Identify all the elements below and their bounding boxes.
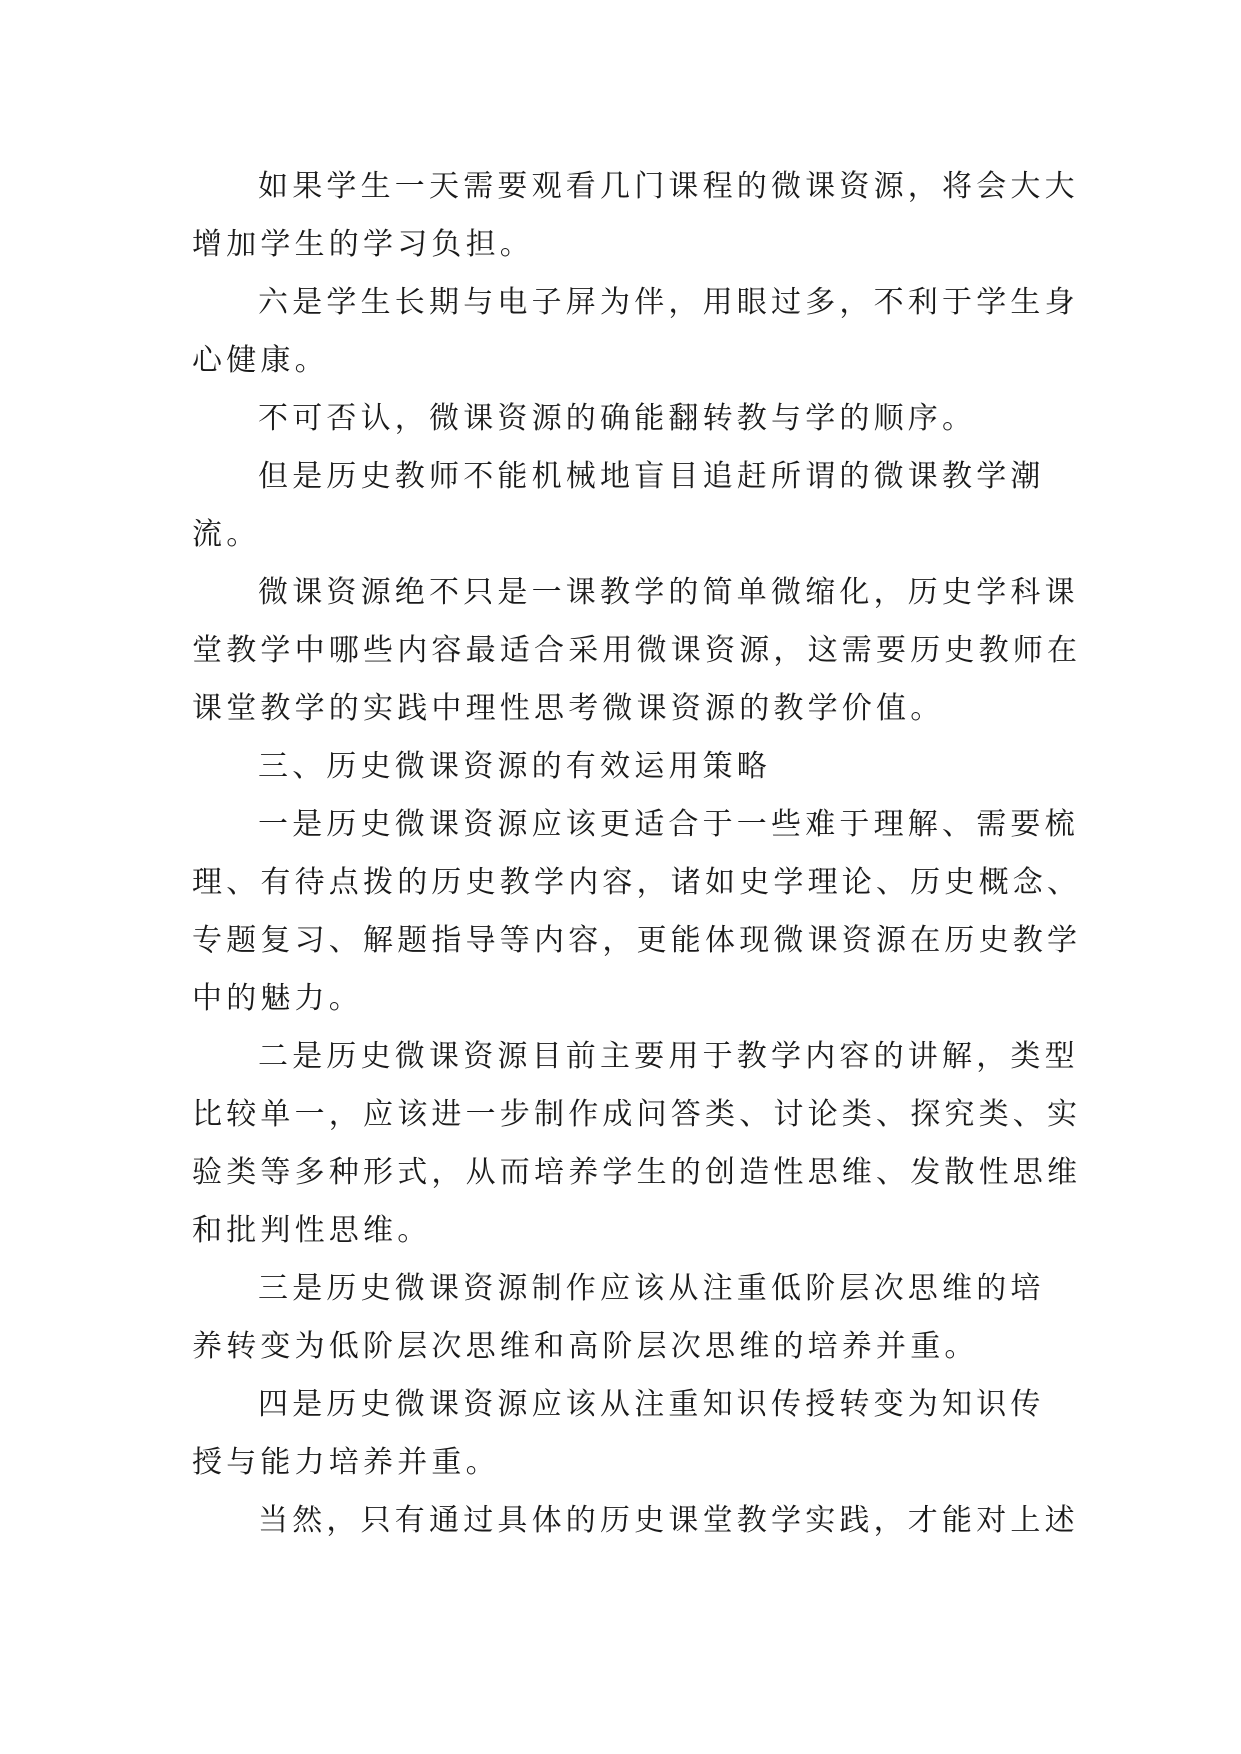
paragraph-course-burden: [192, 158, 1079, 274]
text-line: 六是学生长期与电子屏为伴，用眼过多，不利于学生身: [258, 285, 1079, 320]
text-line: 三、历史微课资源的有效运用策略: [258, 749, 771, 784]
text-line: 二是历史微课资源目前主要用于教学内容的讲解，类型: [258, 1039, 1079, 1074]
text-line: 当然，只有通过具体的历史课堂教学实践，才能对上述: [258, 1503, 1079, 1538]
paragraph-not-blindly-follow: [192, 448, 1072, 564]
paragraph-not-simple-miniature: [192, 564, 1082, 738]
text-line: 课堂教学的实践中理性思考微课资源的教学价值。: [192, 691, 945, 726]
text-line: 一是历史微课资源应该更适合于一些难于理解、需要梳: [258, 807, 1079, 842]
paragraph-strategy-three: [192, 1260, 1072, 1376]
paragraph-conclusion: [192, 1492, 1079, 1550]
text-line: 理、有待点拨的历史教学内容，诸如史学理论、历史概念、: [192, 865, 1082, 900]
text-line: 增加学生的学习负担。: [192, 227, 534, 262]
text-line: 三是历史微课资源制作应该从注重低阶层次思维的培: [258, 1271, 1045, 1306]
text-line: 比较单一，应该进一步制作成问答类、讨论类、探究类、实: [192, 1097, 1082, 1132]
text-line: 但是历史教师不能机械地盲目追赶所谓的微课教学潮: [258, 459, 1045, 494]
text-line: 微课资源绝不只是一课教学的简单微缩化，历史学科课: [258, 575, 1079, 610]
paragraph-strategy-two: [192, 1028, 1082, 1260]
text-line: 验类等多种形式，从而培养学生的创造性思维、发散性思维: [192, 1155, 1082, 1190]
text-line: 授与能力培养并重。: [192, 1445, 500, 1480]
text-line: 不可否认，微课资源的确能翻转教与学的顺序。: [258, 401, 977, 436]
section-heading-three: [192, 738, 1072, 796]
text-line: 养转变为低阶层次思维和高阶层次思维的培养并重。: [192, 1329, 979, 1364]
text-line: 心健康。: [192, 343, 329, 378]
text-line: 四是历史微课资源应该从注重知识传授转变为知识传: [258, 1387, 1045, 1422]
text-line: 如果学生一天需要观看几门课程的微课资源，将会大大: [258, 169, 1079, 204]
document-body: [192, 158, 1082, 1550]
text-line: 中的魅力。: [192, 981, 363, 1016]
paragraph-strategy-one: [192, 796, 1082, 1028]
paragraph-undeniable: [192, 390, 1072, 448]
text-line: 流。: [192, 517, 261, 552]
paragraph-eye-health: [192, 274, 1079, 390]
text-line: 和批判性思维。: [192, 1213, 432, 1248]
paragraph-strategy-four: [192, 1376, 1072, 1492]
text-line: 专题复习、解题指导等内容，更能体现微课资源在历史教学: [192, 923, 1082, 958]
text-line: 堂教学中哪些内容最适合采用微课资源，这需要历史教师在: [192, 633, 1082, 668]
